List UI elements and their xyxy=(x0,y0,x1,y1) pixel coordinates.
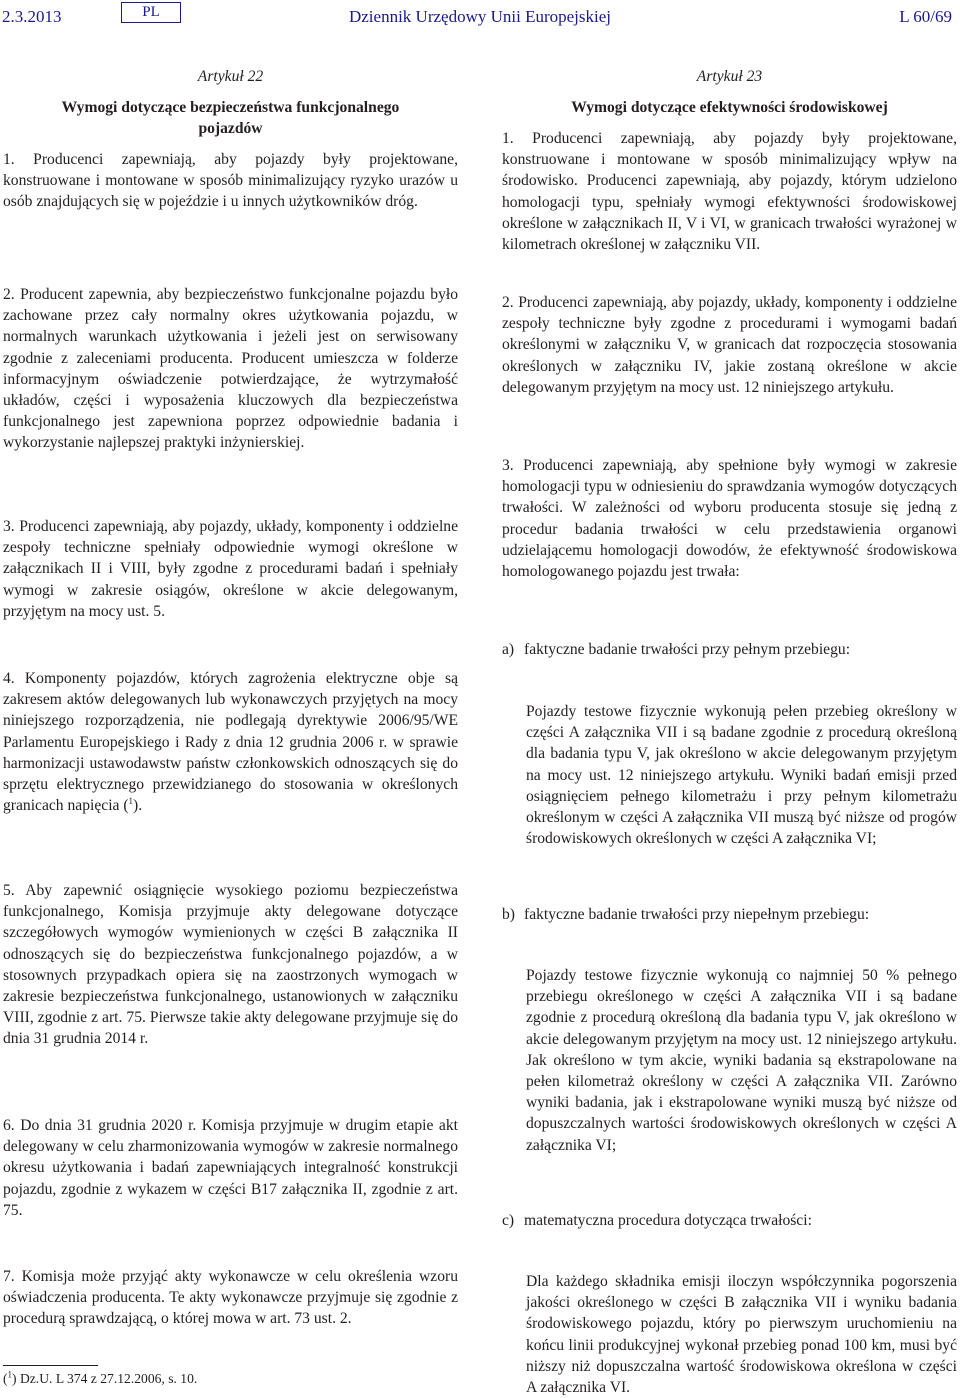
footnote-text: ) Dz.U. L 374 z 27.12.2006, s. 10. xyxy=(12,1371,198,1386)
art23-paragraph-1: 1. Producenci zapewniają, aby pojazdy były projektowane, konstruowane i montowane w sposób minimalizujący wpływ na środowisko. Producenci zapewniają, aby pojazdy, którym udzielono homologacji typu, spełniały wymogi efektywności środowiskowej określone w załącznikach II, V i VI, w granicach trwałości wyrażonej w kilometrach określonej w załączniku VII. xyxy=(502,130,957,254)
list-item-c-label: c) xyxy=(502,1212,515,1229)
art22-paragraph-7: 7. Komisja może przyjąć akty wykonawcze w celu określenia wzoru oświadczenia producenta. Te akty wykonawcze przyjmuje się zgodnie z procedurą sprawdzającą, o której mowa w art. 73 ust. 2. xyxy=(3,1268,458,1328)
article-23-title: Wymogi dotyczące efektywności środowiskowej xyxy=(571,99,888,116)
art23-paragraph-2: 2. Producenci zapewniają, aby pojazdy, układy, komponenty i oddzielne zespoły techniczne były zgodne z procedurami i wymogami badań określonymi w załączniku V, w granicach dat rozpoczęcia stosowania określonych w załączniku IV, jakie zostaną określone w akcie delegowanym przyjętym na mocy ust. 12 niniejszego artykułu. xyxy=(502,294,957,396)
art22-paragraph-1: 1. Producenci zapewniają, aby pojazdy były projektowane, konstruowane i montowane w sposób minimalizujący ryzyko urazów u osób znajdujących się w pojeździe i u innych użytkowników dróg. xyxy=(3,151,458,211)
art23-paragraph-3: 3. Producenci zapewniają, aby spełnione były wymogi w zakresie homologacji typu w odniesieniu do sprawdzania wymogów dotyczących trwałości. W zależności od wyboru producenta stosuje się jedną z procedur badania trwałości w celu przedstawienia organowi udzielającemu homologacji dowodów, że efektywność środowiskowa homologowanego pojazdu jest trwała: xyxy=(502,457,957,581)
list-item-b-title: faktyczne badanie trwałości przy niepełnym przebiegu: xyxy=(524,906,870,923)
list-item-b-label: b) xyxy=(502,906,515,923)
art22-paragraph-6: 6. Do dnia 31 grudnia 2020 r. Komisja przyjmuje w drugim etapie akt delegowany w celu zharmonizowania wymogów w zakresie normalnego okresu użytkowania i badań zapewniających integralność konstrukcji pojazdu, zgodnie z wykazem w części B17 załącznika II, zgodnie z art. 75. xyxy=(3,1117,458,1219)
art22-paragraph-4: 4. Komponenty pojazdów, których zagrożenia elektryczne obje są zakresem aktów delegowanych lub wykonawczych przyjętych na mocy niniejszego rozporządzenia, nie podlegają dyrektywie 2006/95/WE Parlamentu Europejskiego i Rady z dnia 12 grudnia 2006 r. w sprawie harmonizacji ustawodawstw państw członkowskich odnoszących się do sprzętu elektrycznego przewidzianego do stosowania w określonych granicach napięcia ($^1$). xyxy=(3,670,458,815)
journal-title: Dziennik Urzędowy Unii Europejskiej xyxy=(348,7,611,26)
page-header xyxy=(0,0,960,40)
language-badge: PL xyxy=(121,2,181,23)
list-item-a-title: faktyczne badanie trwałości przy pełnym przebiegu: xyxy=(524,641,851,658)
article-22-number: Artykuł 22 xyxy=(197,68,264,85)
article-22-title: Wymogi dotyczące bezpieczeństwa funkcjonalnego pojazdów xyxy=(61,99,400,138)
footnote-reference[interactable]: 1 xyxy=(128,796,134,807)
list-item-c-title: matematyczna procedura dotycząca trwałości: xyxy=(524,1212,812,1229)
art22-paragraph-4-text: 4. Komponenty pojazdów, których zagrożenia elektryczne obje są zakresem aktów delegowanych lub wykonawczych przyjętych na mocy niniejszego rozporządzenia, nie podlegają dyrektywie 2006/95/WE Parlamentu Europejskiego i Rady z dnia 12 grudnia 2006 r. w sprawie harmonizacji ustawodawstw państw członkowskich odnoszących się do sprzętu elektrycznego przewidzianego do stosowania w określonych granicach napięcia xyxy=(3,670,458,815)
art22-paragraph-3: 3. Producenci zapewniają, aby pojazdy, układy, komponenty i oddzielne zespoły techniczne spełniały odpowiednie wymogi określone w załącznikach II i VIII, były zgodne z procedurami badań i spełniały wymogi w zakresie osiągów, określone w akcie delegowanym, przyjętym na mocy ust. 5. xyxy=(3,518,458,620)
list-item-a-label: a) xyxy=(502,641,515,658)
footnote-divider xyxy=(3,1365,98,1366)
footnote: ($^1$) Dz.U. L 374 z 27.12.2006, s. 10. xyxy=(3,1369,198,1386)
issue-date: 2.3.2013 xyxy=(2,7,62,26)
article-23-number: Artykuł 23 xyxy=(696,68,763,85)
list-item-b-text: Pojazdy testowe fizycznie wykonują co najmniej 50 % pełnego przebiegu określonego w części A załącznika VII i są badane zgodnie z procedurą określoną dla badania typu V, jak określono w akcie delegowanym przyjętym na mocy ust. 12 niniejszego artykułu. Jak określono w tym akcie, wyniki badania są ekstrapolowane na pełen kilometraż określony w części A załącznika VII. Zarówno wyniki badania, jak i ekstrapolowane wyniki muszą być niższe od dopuszczalnych wartości środowiskowych określonych w części A załącznika VI; xyxy=(526,967,957,1154)
list-item-c-text: Dla każdego składnika emisji iloczyn współczynnika pogorszenia jakości określonego w części B załącznika VII i wyniku badania środowiskowego pojazdu, który po pierwszym uruchomieniu na końcu linii produkcyjnej wykonał przebieg ponad 100 km, musi być niższy niż dopuszczalna wartość środowiskowa określona w części A załącznika VI. xyxy=(526,1273,957,1397)
art22-paragraph-5: 5. Aby zapewnić osiągnięcie wysokiego poziomu bezpieczeństwa funkcjonalnego, Komisja przyjmuje akty delegowane dotyczące szczegółowych wymogów wymienionych w części B załącznika II odnoszących się do bezpieczeństwa funkcjonalnego pojazdów, a w stosownych przypadkach opiera się na zaostrzonych wymogach w zakresie bezpieczeństwa funkcjonalnego, ustanowionych w załączniku VIII, zgodnie z art. 75. Pierwsze takie akty delegowane przyjmuje się do dnia 31 grudnia 2014 r. xyxy=(3,882,458,1048)
art22-paragraph-2: 2. Producent zapewnia, aby bezpieczeństwo funkcjonalne pojazdu było zachowane przez cały normalny okres użytkowania pojazdu, w normalnych warunkach użytkowania i jeżeli jest on serwisowany zgodnie z zaleceniami producenta. Producent umieszcza w folderze informacyjnym oświadczenie potwierdzające, że wytrzymałość układów, części i wyposażenia kluczowych dla bezpieczeństwa funkcjonalnego jest zapewniona poprzez odpowiednie badania i wykorzystanie najlepszej praktyki inżynierskiej. xyxy=(3,286,458,452)
page-number: L 60/69 xyxy=(899,7,952,26)
footnote-number: 1 xyxy=(7,1369,13,1380)
list-item-a-text: Pojazdy testowe fizycznie wykonują pełen przebieg określony w części A załącznika VII i są badane zgodnie z procedurą określoną dla badania typu V, jak określono w akcie delegowanym przyjętym na mocy ust. 12 niniejszego artykułu. Wyniki badań emisji przed osiągnięciem pełnego kilometrażu i przy pełnym kilometrażu określonym w części A załącznika VII muszą być niższe od progów środowiskowych określonych w części A załącznika VI; xyxy=(526,703,957,848)
